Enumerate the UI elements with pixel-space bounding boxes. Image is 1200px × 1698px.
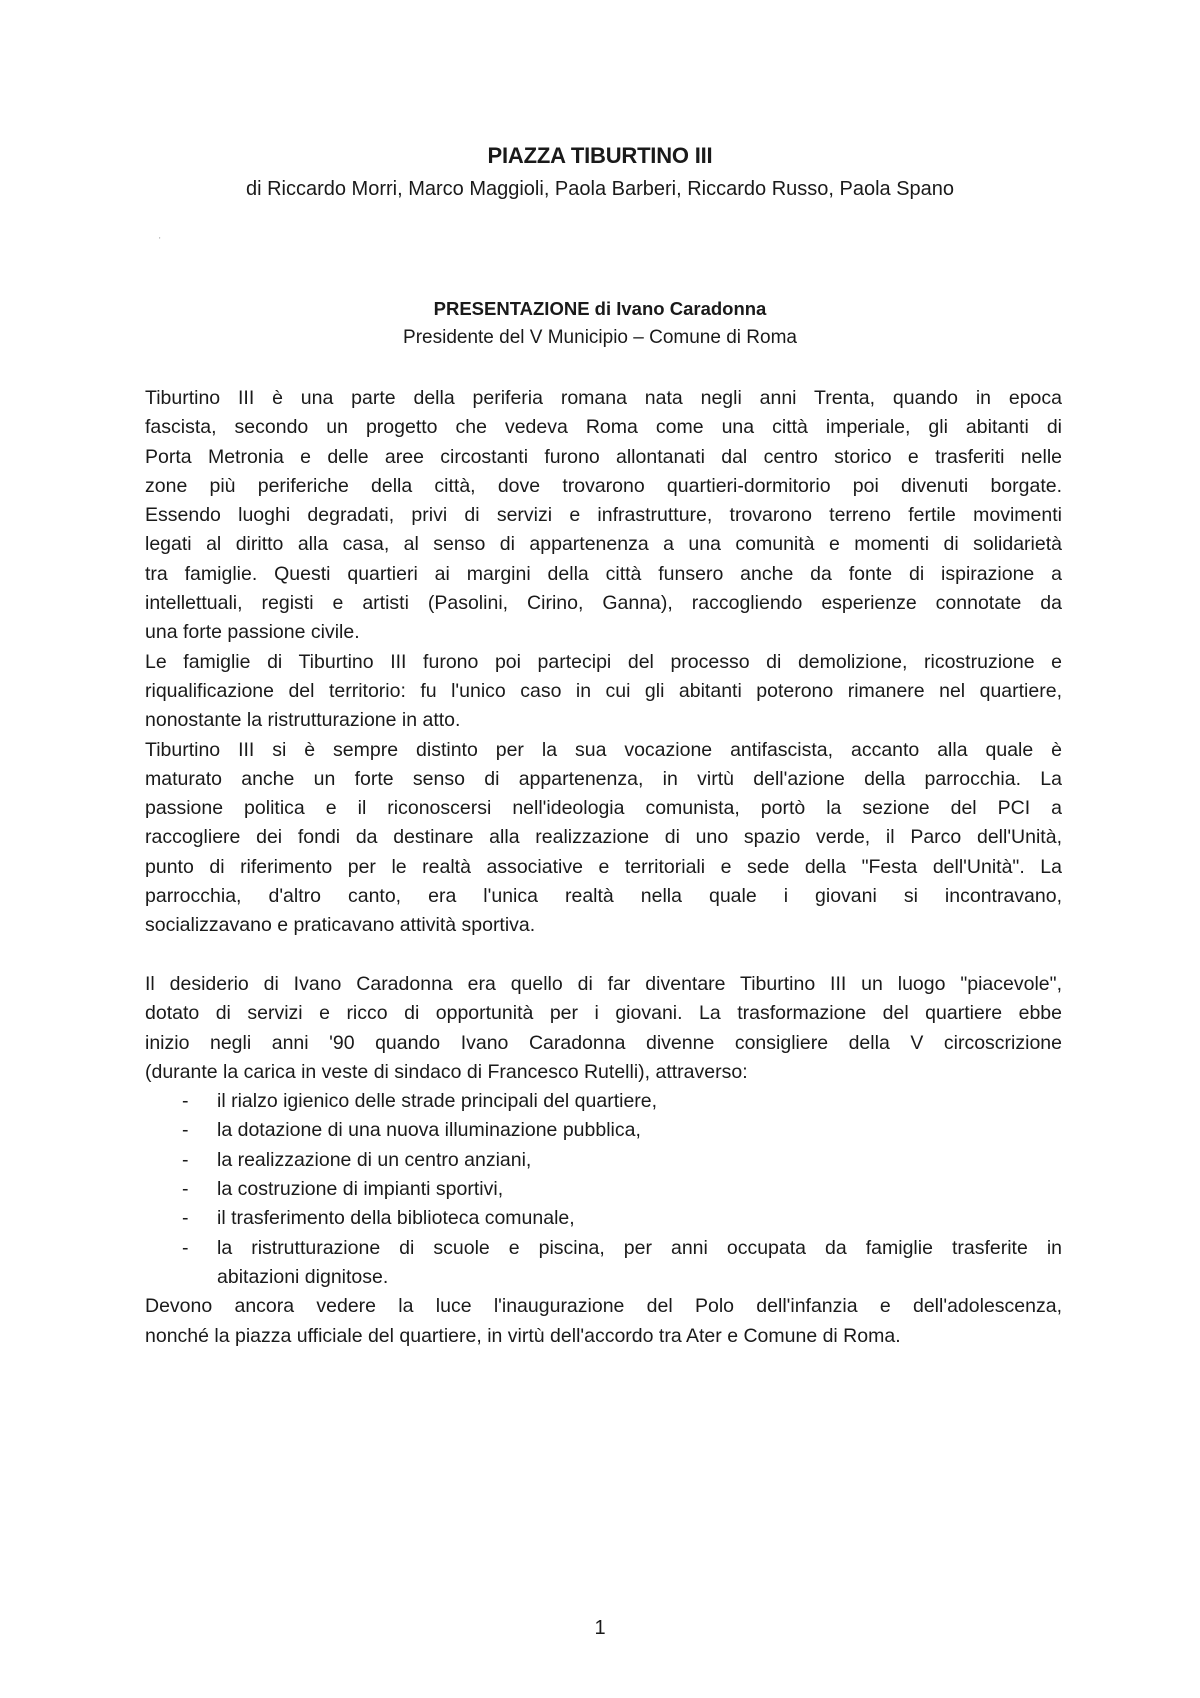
bullet-list [145,1087,1062,1292]
text-line: tra famiglie. Questi quartieri ai margini della città funsero anche da fonte di ispirazione a [145,562,1062,585]
paragraph-4 [145,970,1062,1087]
list-item [145,1146,1062,1175]
stray-mark: ' [159,236,161,245]
paragraph-1 [145,384,1062,648]
text-line: maturato anche un forte senso di appartenenza, in virtù dell'azione della parrocchia. La [145,767,1062,790]
list-item [145,1204,1062,1233]
text-line: dotato di servizi e ricco di opportunità per i giovani. La trasformazione del quartiere ebbe [145,1002,1062,1025]
text-line: punto di riferimento per le realtà associative e territoriali e sede della "Festa dell'Unità". La [145,855,1062,878]
paragraph-3 [145,736,1062,941]
list-item-text: la dotazione di una nuova illuminazione pubblica, [217,1119,641,1142]
text-line: nonostante la ristrutturazione in atto. [145,709,461,732]
text-line: una forte passione civile. [145,621,360,644]
list-item-text: la realizzazione di un centro anziani, [217,1148,532,1171]
list-item-text: il rialzo igienico delle strade principali del quartiere, [217,1090,658,1113]
list-item-text: la costruzione di impianti sportivi, [217,1178,504,1201]
text-line: legati al diritto alla casa, al senso di appartenenza a una comunità e momenti di solidarietà [145,533,1062,556]
document-title: PIAZZA TIBURTINO III [487,143,713,168]
text-line: fascista, secondo un progetto che vedeva Roma come una città imperiale, gli abitanti di [145,416,1062,439]
bullet-dash: - [182,1148,189,1171]
text-line: Devono ancora vedere la luce l'inaugurazione del Polo dell'infanzia e dell'adolescenza, [145,1295,1062,1318]
text-line: Il desiderio di Ivano Caradonna era quello di far diventare Tiburtino III un luogo "piacevole", [145,972,1062,995]
paragraph-gap [145,941,1062,970]
text-line: Porta Metronia e delle aree circostanti furono allontanati dal centro storico e trasferiti nelle [145,445,1062,468]
bullet-dash: - [182,1090,189,1113]
bullet-dash: - [182,1236,189,1259]
paragraph-2 [145,648,1062,736]
text-line: Tiburtino III si è sempre distinto per la sua vocazione antifascista, accanto alla quale è [145,738,1062,761]
paragraph-5 [145,1292,1062,1351]
document-authors: di Riccardo Morri, Marco Maggioli, Paola Barberi, Riccardo Russo, Paola Spano [245,178,955,200]
body-text [145,384,1062,1351]
section-subheading: Presidente del V Municipio – Comune di Roma [403,327,797,348]
text-line: passione politica e il riconoscersi nell'ideologia comunista, portò la sezione del PCI a [145,797,1062,820]
list-item-text: abitazioni dignitose. [217,1265,389,1288]
list-item [145,1175,1062,1204]
text-line: riqualificazione del territorio: fu l'unico caso in cui gli abitanti poterono rimanere nel quartiere, [145,679,1062,702]
list-item [145,1234,1062,1293]
page-number: 1 [594,1617,606,1639]
bullet-dash: - [182,1207,189,1230]
text-line: intellettuali, registi e artisti (Pasolini, Cirino, Ganna), raccogliendo esperienze connotate da [145,592,1062,615]
text-line: parrocchia, d'altro canto, era l'unica realtà nella quale i giovani si incontravano, [145,885,1062,908]
text-line: (durante la carica in veste di sindaco di Francesco Rutelli), attraverso: [145,1060,748,1083]
list-item [145,1087,1062,1116]
text-line: zone più periferiche della città, dove trovarono quartieri-dormitorio poi divenuti borgate. [145,474,1062,497]
text-line: Tiburtino III è una parte della periferia romana nata negli anni Trenta, quando in epoca [145,387,1062,409]
text-line: socializzavano e praticavano attività sportiva. [145,914,536,937]
text-line: Essendo luoghi degradati, privi di servizi e infrastrutture, trovarono terreno fertile movimenti [145,504,1062,527]
list-item-text: il trasferimento della biblioteca comunale, [217,1207,575,1230]
text-line: raccogliere dei fondi da destinare alla realizzazione di uno spazio verde, il Parco dell'Unità, [145,826,1062,849]
text-line: nonché la piazza ufficiale del quartiere, in virtù dell'accordo tra Ater e Comune di Roma. [145,1324,901,1347]
bullet-dash: - [182,1178,189,1201]
list-item [145,1116,1062,1145]
text-line: inizio negli anni '90 quando Ivano Caradonna divenne consigliere della V circoscrizione [145,1031,1062,1054]
section-heading: PRESENTAZIONE di Ivano Caradonna [433,298,767,319]
list-item-text: la ristrutturazione di scuole e piscina, per anni occupata da famiglie trasferite in [217,1236,1062,1259]
text-line: Le famiglie di Tiburtino III furono poi partecipi del processo di demolizione, ricostruzione e [145,650,1062,673]
bullet-dash: - [182,1119,189,1142]
